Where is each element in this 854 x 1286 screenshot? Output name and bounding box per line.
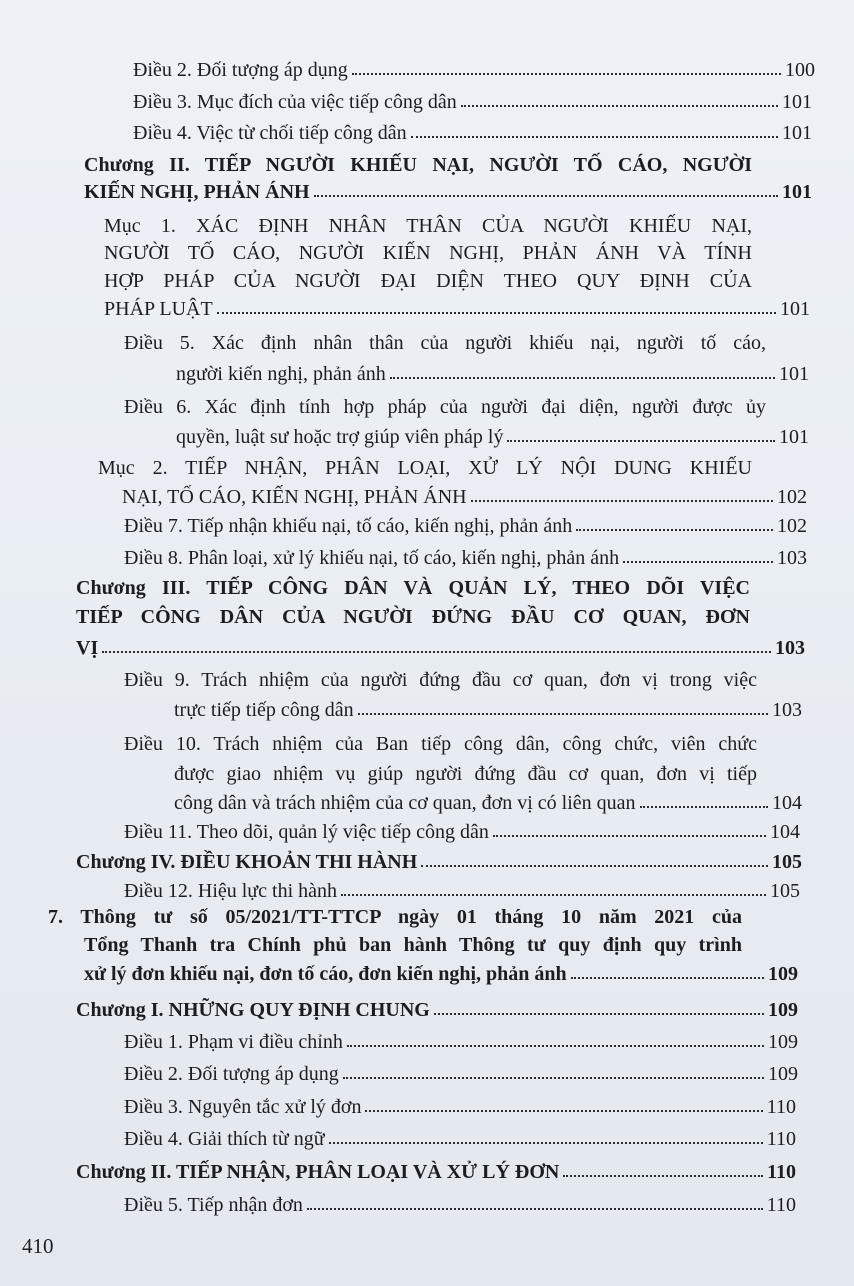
toc-page-number: 109	[768, 963, 798, 985]
dot-leader	[640, 791, 768, 808]
toc-page-number: 100	[785, 59, 815, 81]
dot-leader	[307, 1193, 763, 1210]
toc-entry	[133, 58, 815, 82]
dot-leader	[623, 546, 773, 563]
toc-entry	[174, 698, 802, 722]
toc-entry-title: VỊ	[76, 637, 99, 659]
toc-page-number: 109	[768, 999, 798, 1021]
toc-entry-title: được giao nhiệm vụ giúp người đứng đầu cơ quan, đơn vị tiếp	[174, 763, 757, 785]
dot-leader	[343, 1062, 764, 1079]
toc-entry	[124, 546, 807, 570]
dot-leader	[461, 90, 778, 107]
toc-page-number: 101	[782, 91, 812, 113]
toc-entry	[76, 850, 802, 874]
toc-entry	[124, 1127, 796, 1151]
toc-entry-title: Mục 2. TIẾP NHẬN, PHÂN LOẠI, XỬ LÝ NỘI DUNG KHIẾU	[98, 457, 752, 479]
toc-entry-title: Điều 12. Hiệu lực thi hành	[124, 880, 338, 902]
dot-leader	[421, 850, 768, 867]
toc-page-number: 109	[768, 1063, 798, 1085]
dot-leader	[217, 297, 776, 314]
toc-entry-title: Điều 10. Trách nhiệm của Ban tiếp công dân, công chức, viên chức	[124, 733, 757, 755]
toc-entry-title: xử lý đơn khiếu nại, đơn tố cáo, đơn kiến nghị, phản ánh	[84, 963, 567, 985]
dot-leader	[314, 180, 778, 197]
toc-entry-title: Điều 4. Giải thích từ ngữ	[124, 1128, 325, 1150]
toc-page-number: 101	[780, 298, 810, 320]
toc-page-number: 101	[782, 181, 812, 203]
toc-entry-title: Tổng Thanh tra Chính phủ ban hành Thông tư quy định quy trình	[84, 934, 742, 956]
dot-leader	[365, 1095, 762, 1112]
toc-entry-title: Điều 2. Đối tượng áp dụng	[124, 1063, 339, 1085]
dot-leader	[493, 820, 766, 837]
toc-entry	[76, 636, 805, 660]
toc-entry-title: quyền, luật sư hoặc trợ giúp viên pháp lý	[176, 426, 504, 448]
toc-entry-title: Chương I. NHỮNG QUY ĐỊNH CHUNG	[76, 999, 430, 1021]
toc-entry-continued	[174, 762, 757, 786]
dot-leader	[329, 1127, 763, 1144]
toc-entry-title: Mục 1. XÁC ĐỊNH NHÂN THÂN CỦA NGƯỜI KHIẾU NẠI,	[104, 215, 752, 237]
dot-leader	[352, 58, 781, 75]
toc-entry-continued	[124, 331, 766, 355]
toc-entry-continued	[104, 241, 752, 265]
dot-leader	[563, 1160, 763, 1177]
toc-page-number: 110	[766, 1096, 796, 1118]
toc-entry-continued	[76, 605, 750, 629]
toc-entry-continued	[98, 456, 752, 480]
toc-entry	[176, 362, 809, 386]
toc-page-number: 104	[770, 821, 800, 843]
toc-entry-title: HỢP PHÁP CỦA NGƯỜI ĐẠI DIỆN THEO QUY ĐỊNH CỦA	[104, 270, 752, 292]
toc-page-number: 101	[779, 363, 809, 385]
dot-leader	[102, 636, 771, 653]
toc-entry-title: Điều 8. Phân loại, xử lý khiếu nại, tố cáo, kiến nghị, phản ánh	[124, 547, 620, 569]
toc-entry-continued	[104, 269, 752, 293]
toc-page-number: 110	[767, 1161, 796, 1183]
toc-page-number: 102	[777, 486, 807, 508]
toc-entry	[84, 180, 812, 204]
toc-entry-title: Điều 3. Nguyên tắc xử lý đơn	[124, 1096, 362, 1118]
toc-page-number: 104	[772, 792, 802, 814]
toc-page-number: 109	[768, 1031, 798, 1053]
toc-page-number: 103	[775, 637, 805, 659]
toc-page-number: 101	[779, 426, 809, 448]
toc-entry-continued	[76, 576, 750, 600]
toc-entry-title: KIẾN NGHỊ, PHẢN ÁNH	[84, 181, 310, 203]
toc-entry	[174, 791, 802, 815]
toc-entry	[124, 1030, 798, 1054]
toc-entry	[124, 514, 807, 538]
toc-entry	[76, 1160, 796, 1184]
toc-entry-title: NẠI, TỐ CÁO, KIẾN NGHỊ, PHẢN ÁNH	[122, 486, 467, 508]
toc-entry-title: Điều 5. Tiếp nhận đơn	[124, 1194, 303, 1216]
toc-entry-title: người kiến nghị, phản ánh	[176, 363, 386, 385]
toc-entry-continued	[124, 668, 757, 692]
toc-entry-title: Điều 7. Tiếp nhận khiếu nại, tố cáo, kiến nghị, phản ánh	[124, 515, 573, 537]
toc-entry	[84, 962, 798, 986]
toc-page-number: 102	[777, 515, 807, 537]
dot-leader	[434, 998, 764, 1015]
dot-leader	[390, 362, 775, 379]
toc-entry-continued	[124, 732, 757, 756]
toc-entry-title: Điều 11. Theo dõi, quản lý việc tiếp công dân	[124, 821, 489, 843]
toc-entry-title: Chương IV. ĐIỀU KHOẢN THI HÀNH	[76, 851, 418, 873]
toc-entry-continued	[124, 395, 766, 419]
toc-entry	[104, 297, 810, 321]
toc-entry-title: Điều 6. Xác định tính hợp pháp của người đại diện, người được ủy	[124, 396, 766, 418]
toc-entry	[124, 1193, 796, 1217]
toc-entry-continued	[84, 933, 742, 957]
toc-entry-title: Chương III. TIẾP CÔNG DÂN VÀ QUẢN LÝ, THEO DÕI VIỆC	[76, 577, 750, 599]
toc-entry-title: Điều 9. Trách nhiệm của người đứng đầu cơ quan, đơn vị trong việc	[124, 669, 757, 691]
toc-entry	[124, 879, 800, 903]
toc-entry-title: Điều 5. Xác định nhân thân của người khiếu nại, người tố cáo,	[124, 332, 766, 354]
dot-leader	[471, 485, 773, 502]
dot-leader	[571, 962, 764, 979]
toc-entry-continued	[84, 153, 752, 177]
toc-entry	[76, 998, 798, 1022]
toc-page-number: 105	[772, 851, 802, 873]
dot-leader	[358, 698, 768, 715]
page-number: 410	[22, 1234, 54, 1258]
toc-page-number: 103	[777, 547, 807, 569]
toc-page-number: 105	[770, 880, 800, 902]
toc-entry-title: TIẾP CÔNG DÂN CỦA NGƯỜI ĐỨNG ĐẦU CƠ QUAN, ĐƠN	[76, 606, 750, 628]
toc-page-number: 110	[766, 1128, 796, 1150]
toc-entry	[133, 90, 812, 114]
toc-entry-title: Điều 1. Phạm vi điều chỉnh	[124, 1031, 343, 1053]
toc-entry-title: Điều 2. Đối tượng áp dụng	[133, 59, 348, 81]
toc-entry-continued	[104, 214, 752, 238]
toc-entry-title: công dân và trách nhiệm của cơ quan, đơn vị có liên quan	[174, 792, 636, 814]
dot-leader	[411, 121, 778, 138]
toc-entry	[176, 425, 809, 449]
toc-entry-title: 7. Thông tư số 05/2021/TT-TTCP ngày 01 tháng 10 năm 2021 của	[48, 906, 742, 928]
toc-entry-title: Điều 4. Việc từ chối tiếp công dân	[133, 122, 407, 144]
toc-entry-title: Chương II. TIẾP NGƯỜI KHIẾU NẠI, NGƯỜI TỐ CÁO, NGƯỜI	[84, 154, 752, 176]
toc-entry	[124, 1095, 796, 1119]
toc-page-number: 110	[766, 1194, 796, 1216]
toc-entry-title: NGƯỜI TỐ CÁO, NGƯỜI KIẾN NGHỊ, PHẢN ÁNH VÀ TÍNH	[104, 242, 752, 264]
toc-entry-continued	[48, 905, 742, 929]
toc-entry	[124, 1062, 798, 1086]
dot-leader	[507, 425, 775, 442]
toc-entry	[133, 121, 812, 145]
toc-page-number: 103	[772, 699, 802, 721]
dot-leader	[341, 879, 766, 896]
toc-entry-title: Điều 3. Mục đích của việc tiếp công dân	[133, 91, 457, 113]
dot-leader	[576, 514, 773, 531]
dot-leader	[347, 1030, 764, 1047]
toc-page-number: 101	[782, 122, 812, 144]
toc-entry	[124, 820, 800, 844]
toc-entry-title: Chương II. TIẾP NHẬN, PHÂN LOẠI VÀ XỬ LÝ ĐƠN	[76, 1161, 560, 1183]
toc-entry	[122, 485, 807, 509]
toc-entry-title: PHÁP LUẬT	[104, 298, 213, 320]
toc-entry-title: trực tiếp tiếp công dân	[174, 699, 354, 721]
